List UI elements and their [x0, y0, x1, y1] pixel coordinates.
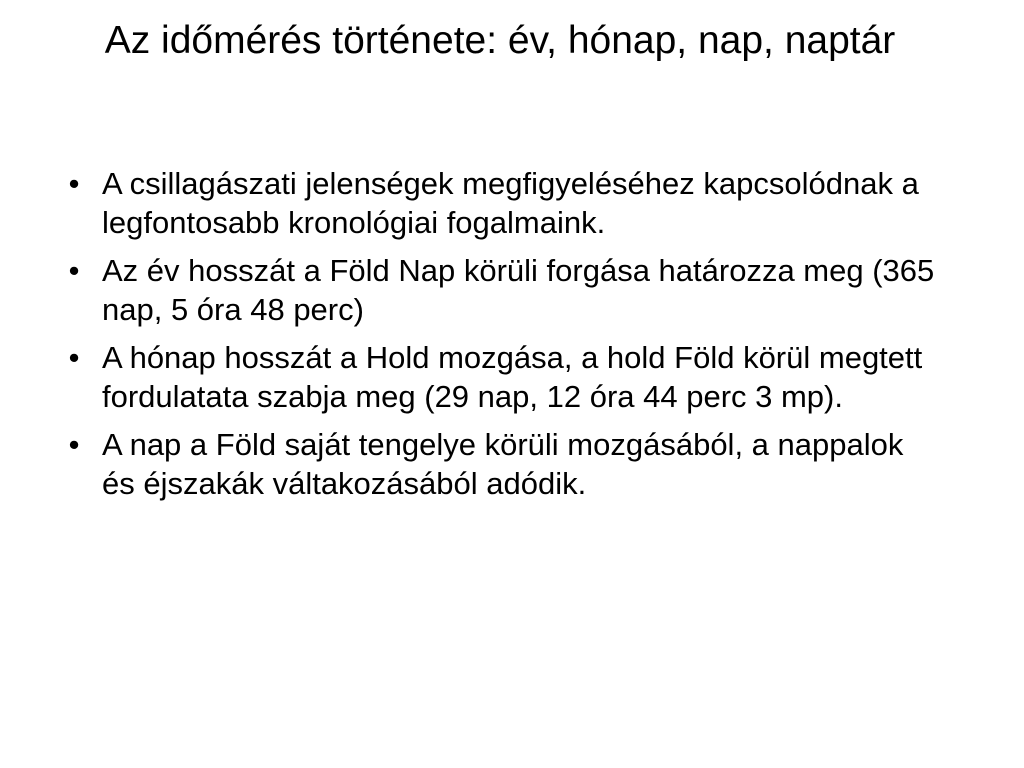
bullet-item [64, 164, 944, 242]
bullet-marker: • [68, 340, 80, 375]
bullet-marker: • [68, 253, 80, 288]
bullet-item [64, 251, 944, 329]
bullet-item [64, 425, 944, 503]
bullet-text: Az év hosszát a Föld Nap körüli forgása határozza meg (365 nap, 5 óra 48 perc) [102, 253, 935, 327]
bullet-list [64, 164, 944, 512]
bullet-text: A csillagászati jelenségek megfigyeléséhez kapcsolódnak a legfontosabb kronológiai fogalmaink. [102, 166, 919, 240]
bullet-text: A hónap hosszát a Hold mozgása, a hold Föld körül megtett fordulatata szabja meg (29 nap, 12 óra 44 perc 3 mp). [102, 340, 923, 414]
bullet-marker: • [68, 166, 80, 201]
bullet-marker: • [68, 427, 80, 462]
slide-title: Az időmérés története: év, hónap, nap, naptár [104, 19, 896, 62]
bullet-text: A nap a Föld saját tengelye körüli mozgásából, a nappalok és éjszakák váltakozásából adódik. [102, 427, 904, 501]
bullet-item [64, 338, 944, 416]
